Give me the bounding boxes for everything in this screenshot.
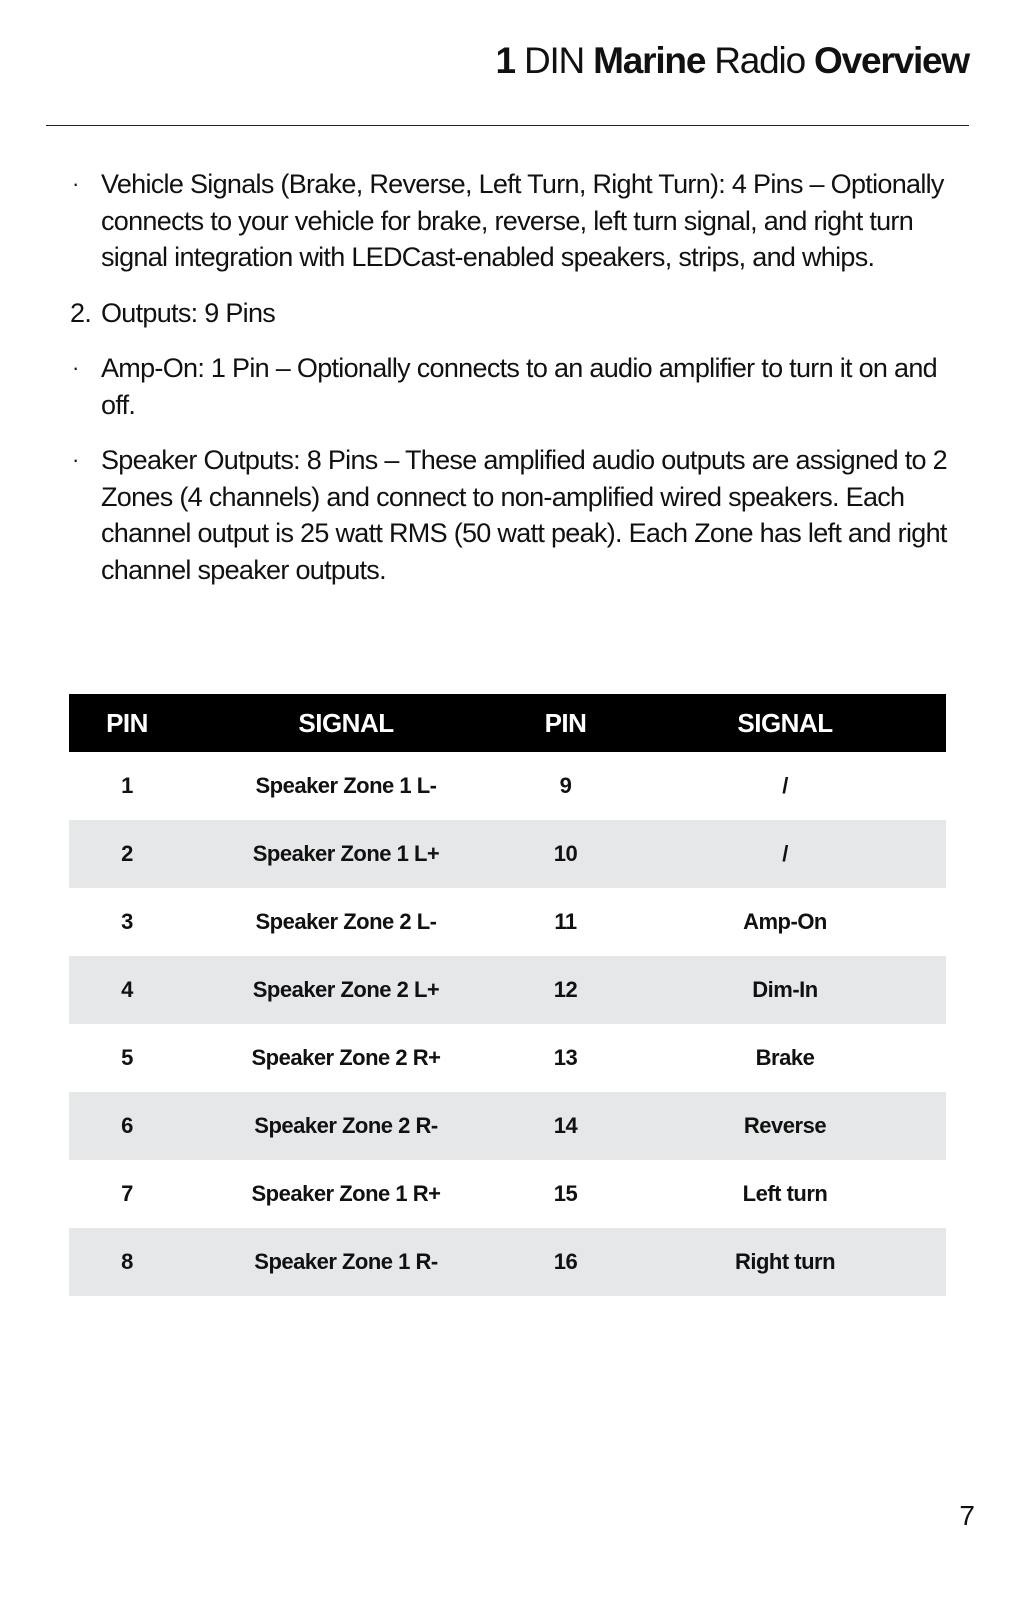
pin-cell: 12 [507,956,624,1024]
pin-cell: 5 [121,1045,133,1070]
signal-cell: Amp-On [743,909,827,934]
pin-cell: 1 [121,773,133,798]
list-item-text: Outputs: 9 Pins [101,297,276,328]
title-part: Marine [593,40,706,81]
signal-cell: Left turn [742,1181,828,1206]
signal-cell: Speaker Zone 2 L- [255,909,437,934]
header-divider [46,125,969,126]
signal-cell: / [782,773,788,798]
column-header-pin: PIN [69,694,185,752]
list-item [70,166,950,276]
bullet-marker: · [72,171,79,196]
table-row [69,752,946,820]
title-part: Radio [705,40,815,81]
list-item-text: Vehicle Signals (Brake, Reverse, Left Turn, Right Turn): 4 Pins – Optionally connects to your vehicle for brake, reverse, left turn signal, and right turn signal integration with LEDCast-enabled speakers, strips, and whips. [101,169,944,272]
pin-cell: 11 [554,909,577,934]
signal-cell: Speaker Zone 1 L+ [185,820,507,888]
title-part: 1 [495,40,515,81]
table-header-row [69,694,946,752]
pin-cell: 14 [507,1092,624,1160]
pin-cell: 10 [507,820,624,888]
pin-cell: 13 [553,1045,578,1070]
pin-cell: 6 [69,1092,185,1160]
signal-cell: Speaker Zone 1 L- [255,773,437,798]
body-text [70,166,950,607]
pin-table [69,694,946,1296]
table-row [69,956,946,1024]
signal-cell: Speaker Zone 1 R+ [251,1181,441,1206]
list-item [70,350,950,423]
signal-cell: Right turn [624,1228,946,1296]
table-row [69,1092,946,1160]
page-number: 7 [959,1500,975,1531]
list-item-text: Amp-On: 1 Pin – Optionally connects to an audio amplifier to turn it on and off. [101,353,937,420]
table-row [69,1228,946,1296]
signal-cell: Speaker Zone 2 R- [185,1092,507,1160]
signal-cell: / [624,820,946,888]
list-item [70,442,950,588]
title-part: Overview [814,40,969,81]
signal-cell: Speaker Zone 2 L+ [185,956,507,1024]
list-item [70,295,950,332]
table-row [69,820,946,888]
pin-cell: 2 [69,820,185,888]
table-row [69,1024,946,1092]
column-header-pin: PIN [507,694,624,752]
signal-cell: Dim-In [624,956,946,1024]
list-item-text: Speaker Outputs: 8 Pins – These amplified audio outputs are assigned to 2 Zones (4 channels) and connect to non-amplified wired speakers. Each channel output is 25 watt RMS (50 watt peak). Each Zone has left and right channel speaker outputs. [101,445,947,585]
pin-cell: 16 [507,1228,624,1296]
table-row [69,888,946,956]
bullet-marker: · [72,355,79,380]
pin-cell: 15 [553,1181,578,1206]
title-part: DIN [514,40,594,81]
page-title [495,40,969,82]
signal-cell: Speaker Zone 2 R+ [251,1045,441,1070]
pin-cell: 7 [121,1181,133,1206]
table-row [69,1160,946,1228]
pin-cell: 8 [69,1228,185,1296]
bullet-marker: · [72,447,79,472]
column-header-signal: SIGNAL [624,694,946,752]
signal-cell: Speaker Zone 1 R- [185,1228,507,1296]
pin-cell: 3 [121,909,133,934]
signal-cell: Reverse [624,1092,946,1160]
column-header-signal: SIGNAL [185,694,507,752]
signal-cell: Brake [755,1045,815,1070]
pin-cell: 4 [69,956,185,1024]
pin-cell: 9 [559,773,572,798]
number-marker: 2. [70,297,92,328]
